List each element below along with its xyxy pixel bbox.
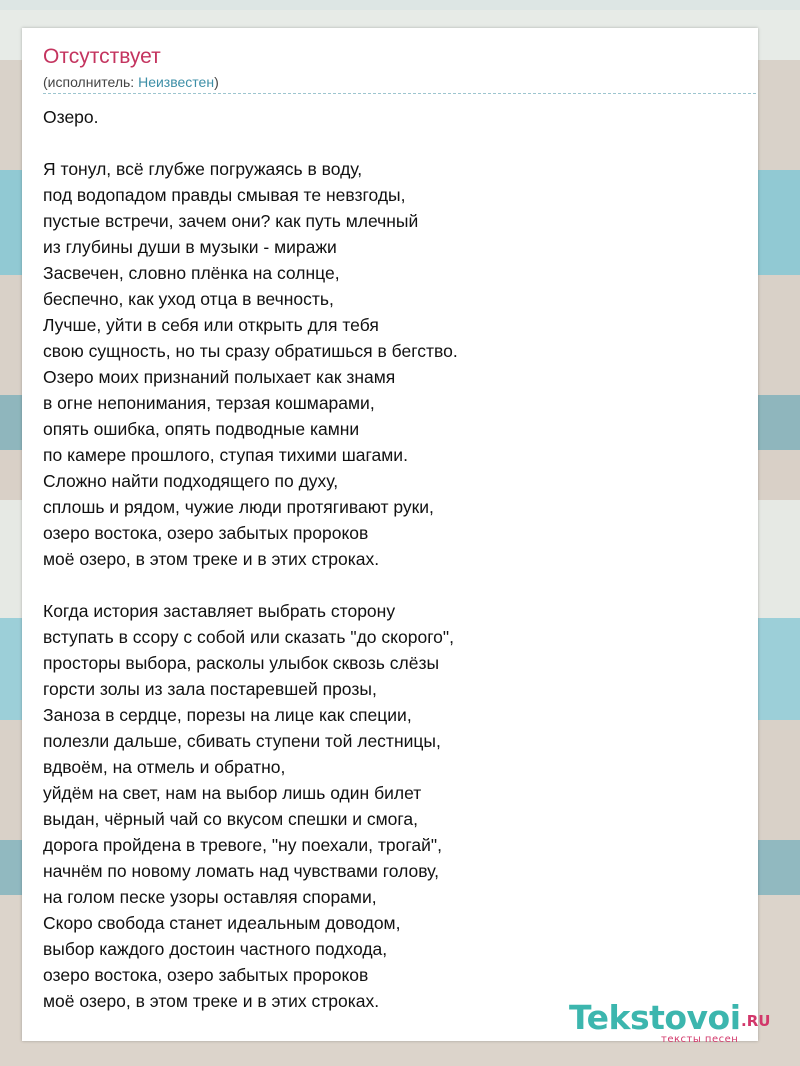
logo-wordmark: Tekstovoi xyxy=(569,998,741,1037)
artist-prefix: (исполнитель: xyxy=(43,74,139,90)
logo-tagline: тексты песен xyxy=(661,1034,739,1045)
lyrics-text: Озеро. Я тонул, всё глубже погружаясь в воду, под водопадом правды смывая те невзгоды, пустые встречи, зачем они? как путь млечный из глубины души в музыки - миражи Засвечен, словно плёнка на солнце, беспечно, как уход отца в вечность, Лучше, уйти в себя или открыть для тебя свою сущность, но ты сразу обратишься в бегство. Озеро моих признаний полыхает как знамя в огне непонимания, терзая кошмарами, опять ошибка, опять подводные камни по камере прошлого, ступая тихими шагами. Сложно найти подходящего по духу, сплошь и рядом, чужие люди протягивают руки, озеро востока, озеро забытых пророков моё озеро, в этом треке и в этих строках. Когда история заставляет выбрать сторону вступать в ссору с собой или сказать "до скорого", просторы выбора, расколы улыбок сквозь слёзы горсти золы из зала постаревшей прозы, Заноза в сердце, порезы на лице как специи, полезли дальше, сбивать ступени той лестницы, вдвоём, на отмель и обратно, уйдём на свет, нам на выбор лишь один билет выдан, чёрный чай со вкусом спешки и смога, дорога пройдена в тревоге, "ну поехали, трогай", начнём по новому ломать над чувствами голову, на голом песке узоры оставляя спорами, Скоро свобода станет идеальным доводом, выбор каждого достоин частного подхода, озеро востока, озеро забытых пророков моё озеро, в этом треке и в этих строках. xyxy=(43,107,458,1011)
logo-tld: .RU xyxy=(741,1012,771,1030)
song-title: Отсутствует xyxy=(43,45,161,68)
site-logo[interactable] xyxy=(569,998,779,1048)
artist-suffix: ) xyxy=(214,74,219,90)
title-divider xyxy=(43,93,756,94)
artist-line xyxy=(43,73,219,91)
lyrics-sheet xyxy=(22,28,758,1041)
artist-link[interactable]: Неизвестен xyxy=(138,74,215,90)
